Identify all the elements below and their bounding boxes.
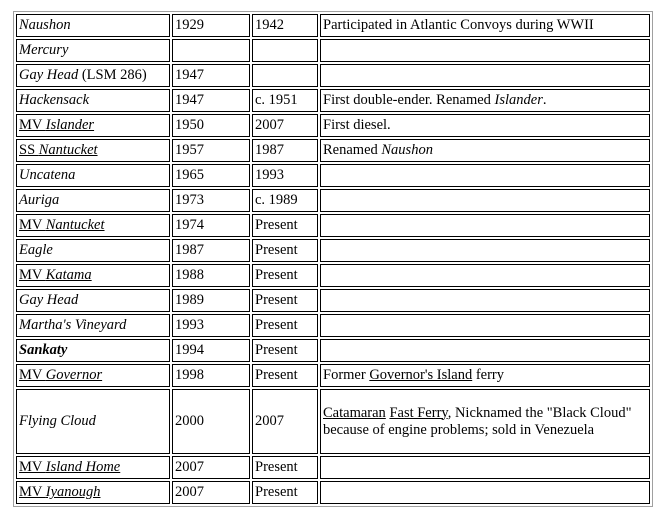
vessel-name-italic: Nantucket [38,142,98,158]
notes-text: Renamed [323,142,382,158]
table-row [16,239,650,262]
table-row [16,39,650,62]
start-year: 1929 [172,14,250,37]
end-year [252,64,318,87]
notes-text: . [542,92,547,108]
table-row [16,456,650,479]
vessel-name: Auriga [16,189,170,212]
table-row [16,481,650,504]
table-row [16,314,650,337]
table-row [16,164,650,187]
notes-link[interactable]: Catamaran [323,404,386,421]
start-year: 1957 [172,139,250,162]
start-year: 1989 [172,289,250,312]
end-year: Present [252,481,318,504]
vessel-name-italic: Governor [45,367,103,383]
vessel-name-prefix: MV [19,484,46,500]
start-year [172,39,250,62]
vessel-name-prefix: MV [19,459,46,475]
vessel-notes [320,264,650,287]
start-year: 1950 [172,114,250,137]
start-year: 1987 [172,239,250,262]
vessel-notes [320,456,650,479]
vessel-notes [320,389,650,454]
table-row [16,139,650,162]
table-row [16,339,650,362]
end-year: Present [252,364,318,387]
vessel-name [16,64,170,87]
start-year: 2007 [172,481,250,504]
start-year: 1994 [172,339,250,362]
vessel-notes [320,214,650,237]
start-year: 1947 [172,64,250,87]
vessel-notes [320,39,650,62]
vessel-notes [320,364,650,387]
vessel-name: Eagle [16,239,170,262]
start-year: 2000 [172,389,250,454]
vessel-link[interactable] [19,217,105,233]
notes-text: , Nicknamed the "Black Cloud" because of engine problems; sold in Venezuela [323,404,632,438]
vessel-name [16,456,170,479]
end-year: Present [252,339,318,362]
start-year: 1973 [172,189,250,212]
start-year: 1998 [172,364,250,387]
vessel-name-prefix: MV [19,117,46,133]
end-year [252,39,318,62]
end-year: 1993 [252,164,318,187]
table-row [16,364,650,387]
notes-text: Former [323,367,370,383]
vessel-name-italic: Nantucket [45,217,105,233]
vessel-name: Naushon [16,14,170,37]
vessel-notes [320,314,650,337]
table-row [16,14,650,37]
vessel-notes [320,164,650,187]
vessel-link[interactable] [19,484,101,500]
vessel-notes [320,139,650,162]
vessel-name [16,139,170,162]
notes-link[interactable]: Governor's Island [369,367,473,383]
vessel-link[interactable] [19,267,92,283]
vessel-notes [320,339,650,362]
vessel-notes [320,89,650,112]
table-row [16,289,650,312]
vessel-table-container [13,11,653,507]
end-year: c. 1951 [252,89,318,112]
vessel-name: Mercury [16,39,170,62]
vessel-name: Hackensack [16,89,170,112]
vessel-name [16,364,170,387]
vessel-name [16,264,170,287]
notes-text: ferry [472,367,504,383]
table-row [16,89,650,112]
end-year: 2007 [252,114,318,137]
table-row [16,214,650,237]
vessel-link[interactable] [19,142,98,158]
start-year: 1974 [172,214,250,237]
vessel-name-italic: Islander [45,117,95,133]
start-year: 2007 [172,456,250,479]
vessel-name [16,114,170,137]
start-year: 1965 [172,164,250,187]
start-year: 1947 [172,89,250,112]
start-year: 1993 [172,314,250,337]
vessel-name-prefix: MV [19,267,46,283]
notes-italic: Islander [494,92,543,108]
vessel-notes [320,481,650,504]
vessel-name-italic: Katama [45,267,92,283]
vessel-notes [320,289,650,312]
vessel-name [16,481,170,504]
notes-text: First double-ender. Renamed [323,92,495,108]
vessel-link[interactable] [19,117,94,133]
table-row [16,114,650,137]
vessel-notes [320,239,650,262]
table-row [16,264,650,287]
end-year: 1942 [252,14,318,37]
vessel-name-suffix: (LSM 286) [78,67,147,83]
vessel-notes: Participated in Atlantic Convoys during WWII [320,14,650,37]
vessel-name: Martha's Vineyard [16,314,170,337]
vessel-table [13,11,653,507]
end-year: Present [252,314,318,337]
notes-link[interactable]: Fast Ferry [389,404,448,421]
vessel-notes [320,189,650,212]
vessel-name: Flying Cloud [16,389,170,454]
vessel-name-prefix: SS [19,142,39,158]
end-year: Present [252,289,318,312]
end-year: Present [252,264,318,287]
vessel-name: Gay Head [16,289,170,312]
vessel-name-prefix: MV [19,367,46,383]
vessel-name-italic: Gay Head [19,67,79,83]
end-year: c. 1989 [252,189,318,212]
end-year: 1987 [252,139,318,162]
end-year: Present [252,214,318,237]
table-row [16,64,650,87]
vessel-name: Sankaty [16,339,170,362]
end-year: Present [252,239,318,262]
end-year: Present [252,456,318,479]
table-row [16,389,650,454]
vessel-name-italic: Iyanough [45,484,101,500]
vessel-name-prefix: MV [19,217,46,233]
vessel-name: Uncatena [16,164,170,187]
vessel-notes: First diesel. [320,114,650,137]
vessel-link[interactable] [19,367,102,383]
vessel-link[interactable] [19,459,120,475]
notes-italic: Naushon [381,142,433,158]
table-row [16,189,650,212]
start-year: 1988 [172,264,250,287]
vessel-name-italic: Island Home [45,459,121,475]
end-year: 2007 [252,389,318,454]
vessel-notes [320,64,650,87]
vessel-name [16,214,170,237]
